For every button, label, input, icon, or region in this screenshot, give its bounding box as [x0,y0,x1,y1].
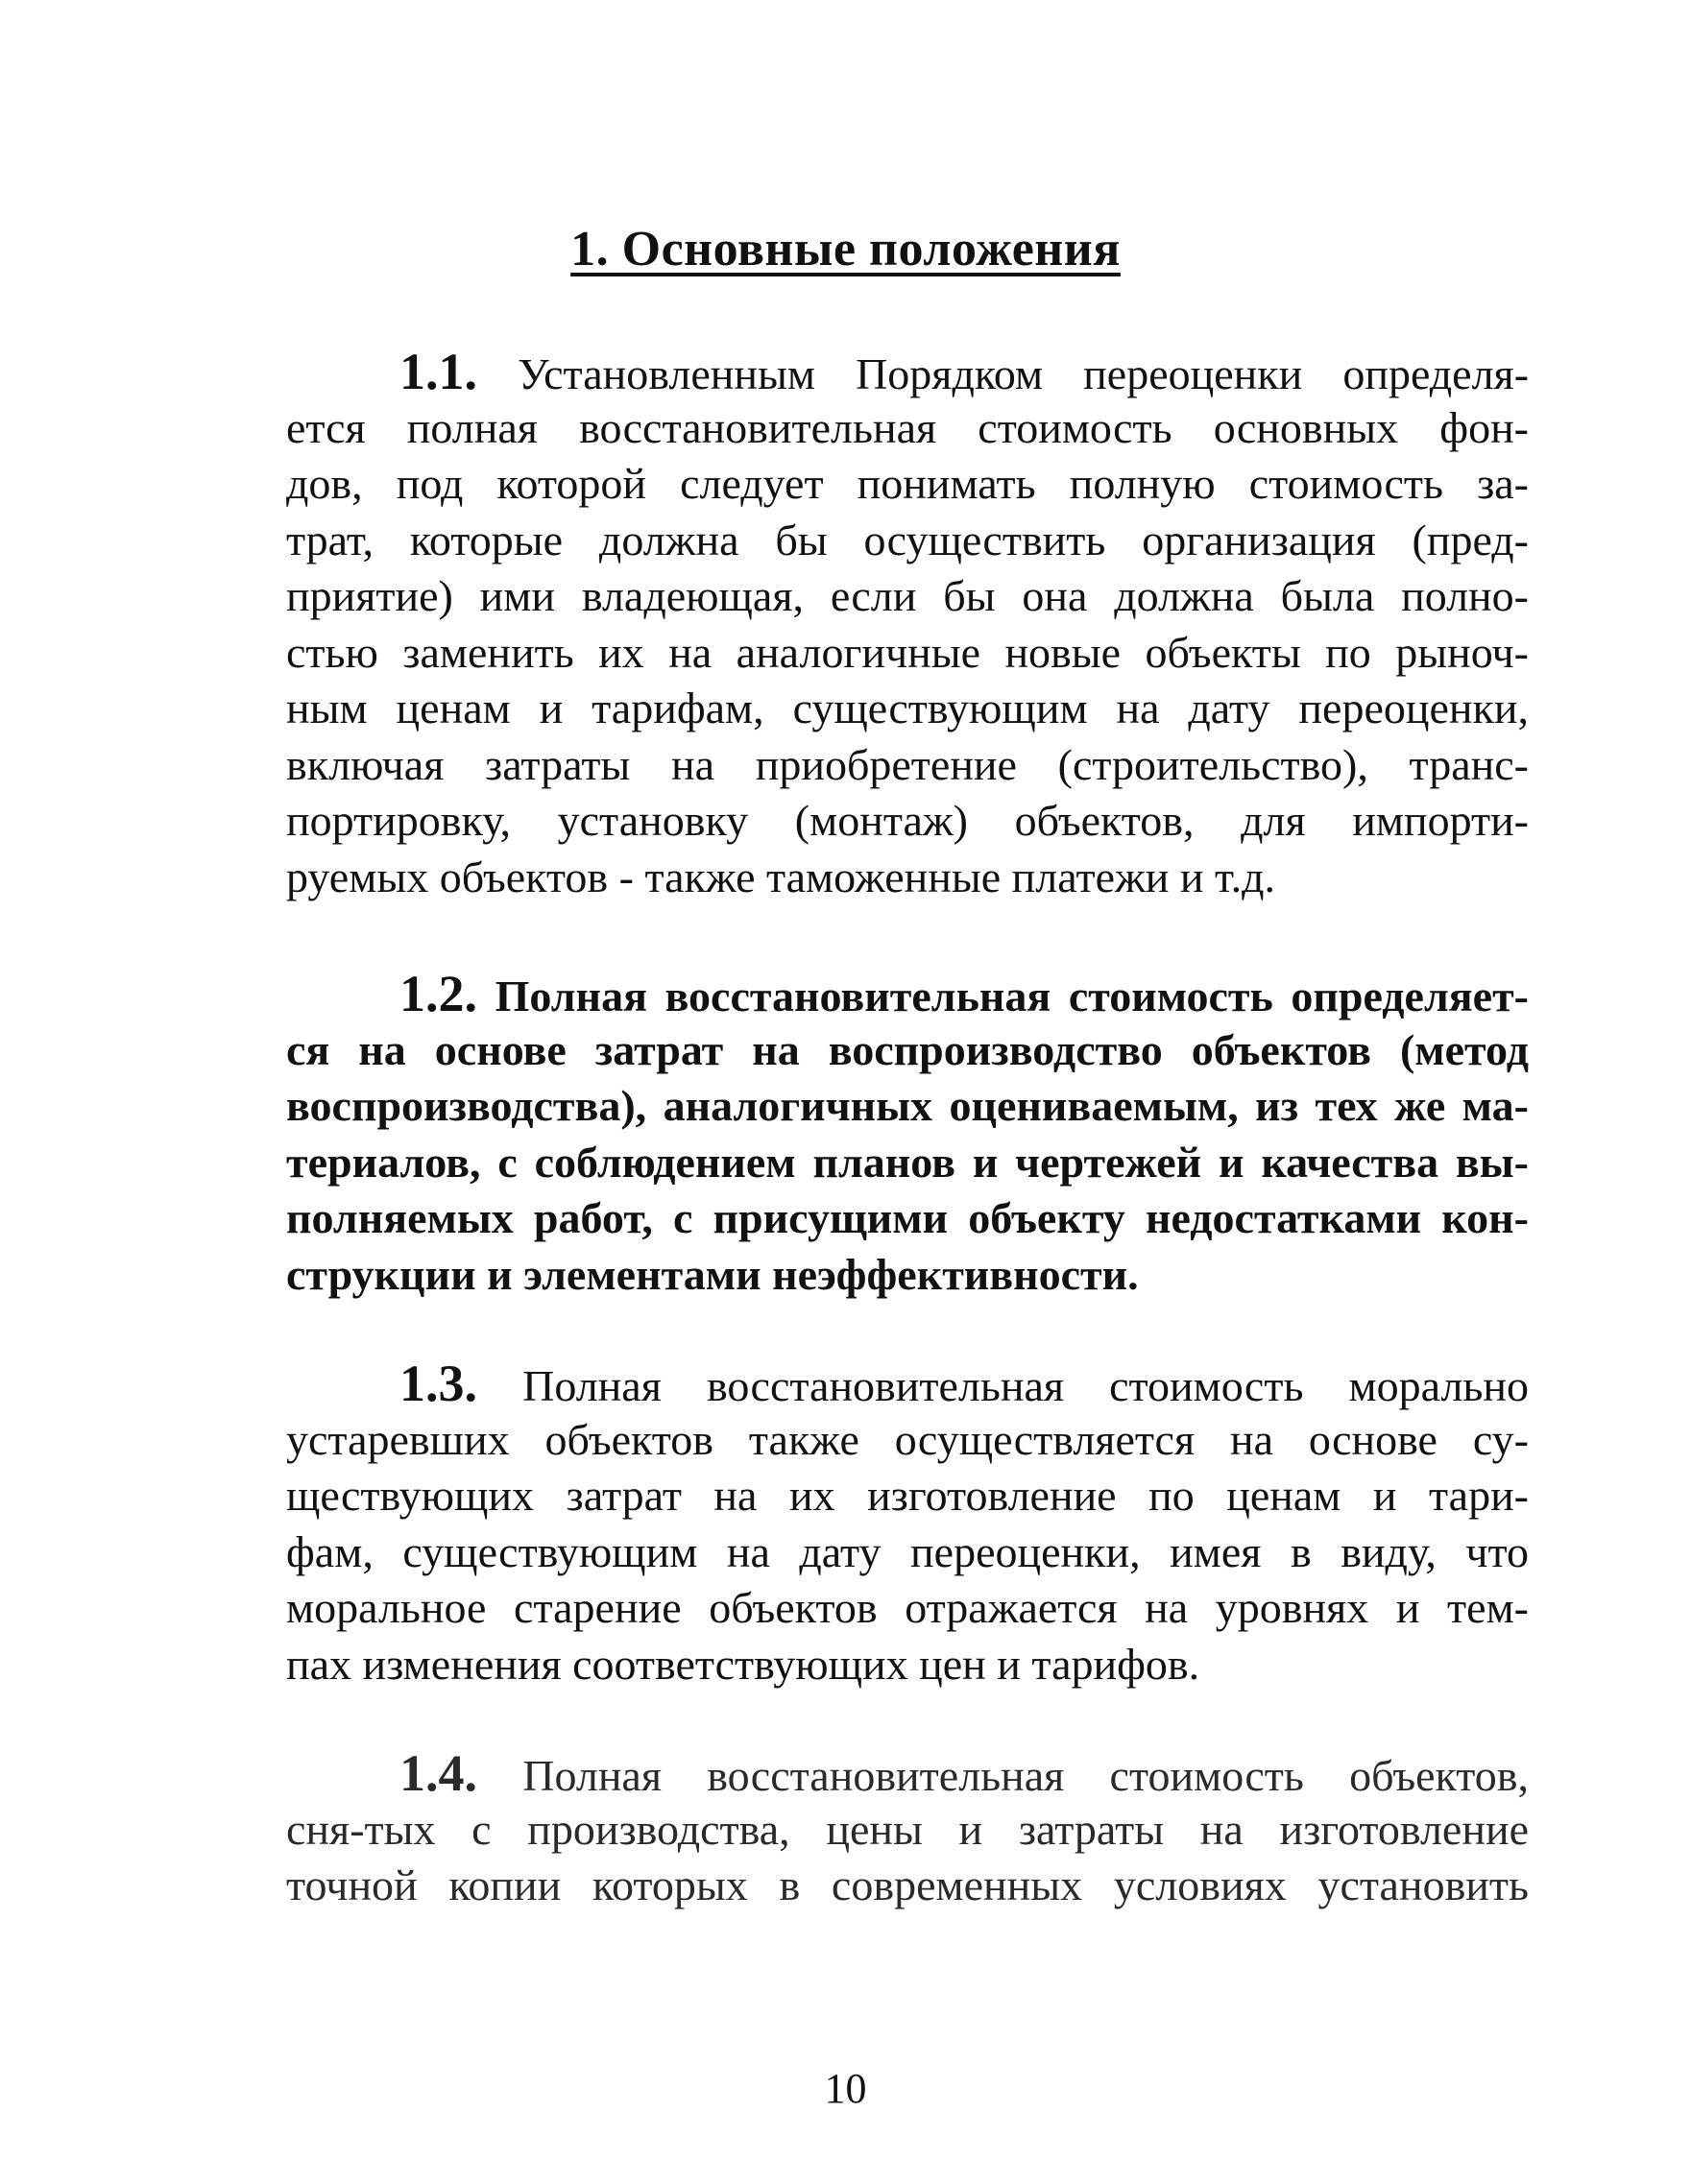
paragraph-1-4 [286,1745,1529,1914]
paragraph-line: полняемых работ, с присущими объекту недостатками кон- [286,1193,1529,1242]
paragraph-line: моральное старение объектов отражается на уровнях и тем- [286,1583,1529,1632]
paragraph-line: струкции и элементами неэффективности. [286,1249,1139,1299]
paragraph-line: ется полная восстановительная стоимость основных фон- [286,402,1529,452]
page-number: 10 [824,2065,867,2112]
paragraph-line: устаревших объектов также осуществляется на основе су- [286,1414,1529,1464]
paragraph-line: ществующих затрат на их изготовление по ценам и тари- [286,1471,1529,1520]
paragraph-line: воспроизводства), аналогичных оцениваемым, из тех же ма- [286,1081,1529,1130]
paragraph-line: дов, под которой следует понимать полную стоимость за- [286,459,1529,508]
paragraph-number: 1.1. [399,343,477,400]
paragraph-line: териалов, с соблюдением планов и чертежей и качества вы- [286,1137,1529,1187]
paragraph-1-2 [286,966,1529,1303]
paragraph-line [286,966,1529,1022]
paragraph-line: стью заменить их на аналогичные новые объекты по рыноч- [286,627,1529,677]
paragraph-line [286,1356,1529,1412]
paragraph-line: сня-тых с производства, цены и затраты на изготовление [286,1804,1529,1854]
paragraph-line: точной копии которых в современных условиях установить [286,1860,1529,1909]
paragraph-line: руемых объектов - также таможенные платежи и т.д. [286,852,1276,901]
paragraph-number: 1.2. [399,965,477,1022]
paragraph-line-text: Полная восстановительная стоимость определяет- [495,972,1530,1020]
section-heading [0,219,1691,280]
paragraph-line: портировку, установку (монтаж) объектов, для импорти- [286,796,1529,845]
paragraph-line [286,344,1529,400]
paragraph-line: ным ценам и тарифам, существующим на дату переоценки, [286,684,1529,732]
paragraph-1-3 [286,1356,1529,1692]
paragraph-line: трат, которые должна бы осуществить организация (пред- [286,515,1529,564]
paragraph-1-1 [286,344,1529,905]
paragraph-number: 1.3. [399,1355,477,1412]
paragraph-line: фам, существующим на дату переоценки, имея в виду, что [286,1526,1529,1576]
paragraph-line: включая затраты на приобретение (строительство), транс- [286,739,1529,789]
paragraph-line: приятие) ими владеющая, если бы она должна была полно- [286,571,1529,620]
paragraph-number: 1.4. [399,1744,477,1802]
paragraph-line-text: Полная восстановительная стоимость морально [522,1361,1530,1410]
paragraph-line: пах изменения соответствующих цен и тарифов. [286,1639,1200,1689]
paragraph-line [286,1745,1529,1802]
paragraph-line-text: Полная восстановительная стоимость объектов, [522,1751,1530,1800]
paragraph-line-text: Установленным Порядком переоценки определя- [518,349,1530,398]
paragraph-line: ся на основе затрат на воспроизводство объектов (метод [286,1024,1529,1074]
section-heading-text: 1. Основные положения [570,222,1121,276]
